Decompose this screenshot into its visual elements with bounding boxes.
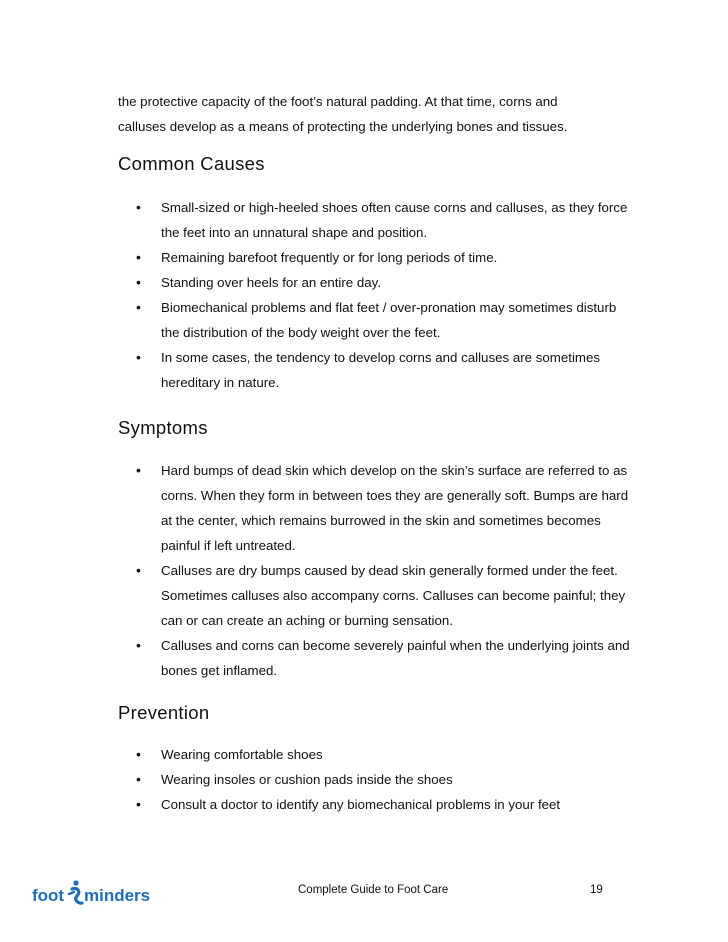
symptoms-list xyxy=(136,458,636,683)
prevention-list xyxy=(136,742,636,817)
page-number: 19 xyxy=(590,884,603,896)
list-item: • Standing over heels for an entire day. xyxy=(136,270,636,295)
intro-line-2: calluses develop as a means of protecting the underlying bones and tissues. xyxy=(118,119,568,134)
list-item: • Consult a doctor to identify any biomechanical problems in your feet xyxy=(136,792,636,817)
heading-common-causes: Common Causes xyxy=(118,153,265,174)
list-item: • Wearing comfortable shoes xyxy=(136,742,636,767)
list-item: • Remaining barefoot frequently or for long periods of time. xyxy=(136,245,636,270)
list-item: • Biomechanical problems and flat feet / over-pronation may sometimes disturb the distribution of the body weight over the feet. xyxy=(136,295,636,345)
list-item: • Wearing insoles or cushion pads inside the shoes xyxy=(136,767,636,792)
list-item: • Small-sized or high-heeled shoes often cause corns and calluses, as they force the feet into an unnatural shape and position. xyxy=(136,195,636,245)
heading-prevention: Prevention xyxy=(118,702,210,723)
footminders-logo xyxy=(30,876,151,912)
svg-text:minders: minders xyxy=(84,886,151,905)
list-item: • Calluses are dry bumps caused by dead skin generally formed under the feet. Sometimes calluses also accompany corns. Calluses can become painful; they can or can create an aching or burning sensation. xyxy=(136,558,636,633)
heading-symptoms: Symptoms xyxy=(118,417,208,438)
list-item: • Calluses and corns can become severely painful when the underlying joints and bones get inflamed. xyxy=(136,633,636,683)
intro-paragraph xyxy=(118,89,638,139)
svg-text:foot: foot xyxy=(32,886,65,905)
causes-list xyxy=(136,195,636,395)
list-item: • Hard bumps of dead skin which develop on the skin’s surface are referred to as corns. When they form in between toes they are generally soft. Bumps are hard at the center, which remains burrowed in the skin and sometimes becomes painful if left untreated. xyxy=(136,458,636,558)
intro-line-1: the protective capacity of the foot’s natural padding. At that time, corns and xyxy=(118,94,558,109)
list-item: • In some cases, the tendency to develop corns and calluses are sometimes hereditary in nature. xyxy=(136,345,636,395)
footer-title: Complete Guide to Foot Care xyxy=(298,884,449,896)
